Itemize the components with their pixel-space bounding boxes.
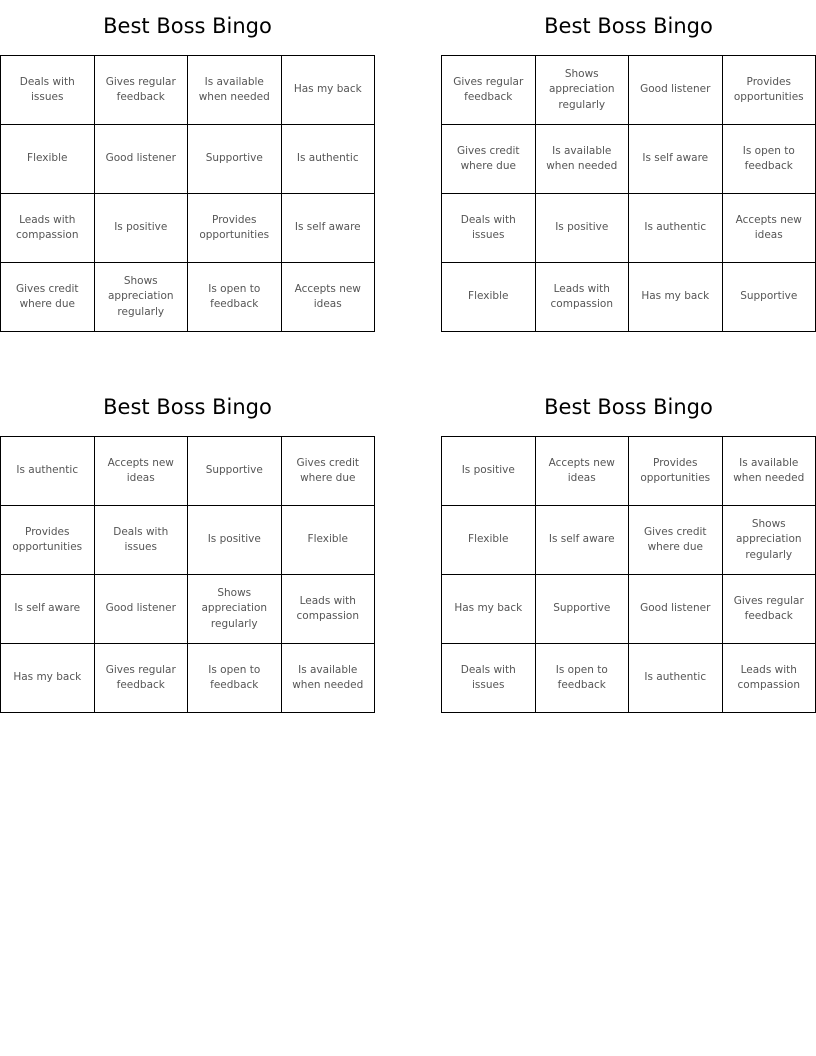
grid-cell: Flexible <box>1 125 95 194</box>
grid-cell: Has my back <box>281 56 375 125</box>
grid-cell: Leads with compassion <box>722 644 816 713</box>
grid-cell: Is available when needed <box>722 437 816 506</box>
grid-row <box>1 644 375 713</box>
grid-cell: Provides opportunities <box>1 506 95 575</box>
bingo-card-4 <box>441 381 816 713</box>
grid-row <box>1 506 375 575</box>
bingo-card-3 <box>0 381 375 713</box>
grid-cell: Provides opportunities <box>188 194 282 263</box>
grid-cell: Gives credit where due <box>1 263 95 332</box>
card-title <box>441 381 816 436</box>
bingo-card-1 <box>0 0 375 332</box>
grid-row <box>442 437 816 506</box>
grid-cell: Good listener <box>629 575 723 644</box>
grid-cell: Flexible <box>281 506 375 575</box>
grid-cell: Shows appreciation regularly <box>188 575 282 644</box>
grid-cell: Is available when needed <box>535 125 629 194</box>
card-title <box>0 0 375 55</box>
grid-cell: Supportive <box>535 575 629 644</box>
grid-cell: Leads with compassion <box>281 575 375 644</box>
bingo-grid <box>0 436 375 713</box>
grid-cell: Supportive <box>188 437 282 506</box>
grid-row <box>442 263 816 332</box>
grid-cell: Good listener <box>94 125 188 194</box>
grid-cell: Has my back <box>629 263 723 332</box>
grid-cell: Is authentic <box>629 194 723 263</box>
card-title-text: Best Boss Bingo <box>103 395 272 419</box>
grid-cell: Has my back <box>1 644 95 713</box>
grid-cell: Good listener <box>94 575 188 644</box>
grid-row <box>1 56 375 125</box>
grid-cell: Is authentic <box>1 437 95 506</box>
grid-cell: Is self aware <box>535 506 629 575</box>
grid-cell: Supportive <box>188 125 282 194</box>
grid-cell: Is open to feedback <box>722 125 816 194</box>
grid-cell: Accepts new ideas <box>722 194 816 263</box>
grid-cell: Gives credit where due <box>442 125 536 194</box>
grid-row <box>1 125 375 194</box>
grid-cell: Supportive <box>722 263 816 332</box>
grid-cell: Provides opportunities <box>722 56 816 125</box>
grid-cell: Is positive <box>94 194 188 263</box>
grid-cell: Shows appreciation regularly <box>94 263 188 332</box>
bingo-grid <box>441 436 816 713</box>
grid-row <box>442 125 816 194</box>
grid-cell: Deals with issues <box>94 506 188 575</box>
card-title-text: Best Boss Bingo <box>103 14 272 38</box>
grid-cell: Deals with issues <box>442 644 536 713</box>
grid-cell: Gives regular feedback <box>94 644 188 713</box>
grid-cell: Accepts new ideas <box>535 437 629 506</box>
grid-cell: Shows appreciation regularly <box>535 56 629 125</box>
grid-cell: Gives regular feedback <box>94 56 188 125</box>
card-title-text: Best Boss Bingo <box>544 14 713 38</box>
grid-cell: Leads with compassion <box>1 194 95 263</box>
card-title-text: Best Boss Bingo <box>544 395 713 419</box>
grid-cell: Is self aware <box>281 194 375 263</box>
grid-cell: Is open to feedback <box>188 644 282 713</box>
grid-cell: Gives credit where due <box>281 437 375 506</box>
grid-cell: Shows appreciation regularly <box>722 506 816 575</box>
grid-cell: Good listener <box>629 56 723 125</box>
grid-cell: Accepts new ideas <box>281 263 375 332</box>
grid-row <box>1 263 375 332</box>
grid-row <box>442 506 816 575</box>
grid-row <box>1 437 375 506</box>
grid-cell: Is positive <box>188 506 282 575</box>
grid-cell: Is authentic <box>281 125 375 194</box>
grid-cell: Flexible <box>442 506 536 575</box>
grid-row <box>442 575 816 644</box>
grid-row <box>442 644 816 713</box>
grid-cell: Deals with issues <box>1 56 95 125</box>
grid-cell: Accepts new ideas <box>94 437 188 506</box>
grid-row <box>442 194 816 263</box>
grid-cell: Flexible <box>442 263 536 332</box>
grid-cell: Leads with compassion <box>535 263 629 332</box>
bingo-grid <box>441 55 816 332</box>
grid-cell: Deals with issues <box>442 194 536 263</box>
grid-cell: Has my back <box>442 575 536 644</box>
bingo-card-2 <box>441 0 816 332</box>
grid-row <box>1 575 375 644</box>
grid-cell: Gives regular feedback <box>722 575 816 644</box>
grid-cell: Gives regular feedback <box>442 56 536 125</box>
grid-cell: Provides opportunities <box>629 437 723 506</box>
grid-cell: Is self aware <box>629 125 723 194</box>
grid-row <box>1 194 375 263</box>
grid-cell: Gives credit where due <box>629 506 723 575</box>
grid-cell: Is self aware <box>1 575 95 644</box>
grid-cell: Is open to feedback <box>188 263 282 332</box>
grid-cell: Is available when needed <box>281 644 375 713</box>
card-title <box>0 381 375 436</box>
grid-row <box>442 56 816 125</box>
grid-cell: Is positive <box>535 194 629 263</box>
grid-cell: Is available when needed <box>188 56 282 125</box>
grid-cell: Is open to feedback <box>535 644 629 713</box>
card-title <box>441 0 816 55</box>
grid-cell: Is positive <box>442 437 536 506</box>
grid-cell: Is authentic <box>629 644 723 713</box>
bingo-grid <box>0 55 375 332</box>
